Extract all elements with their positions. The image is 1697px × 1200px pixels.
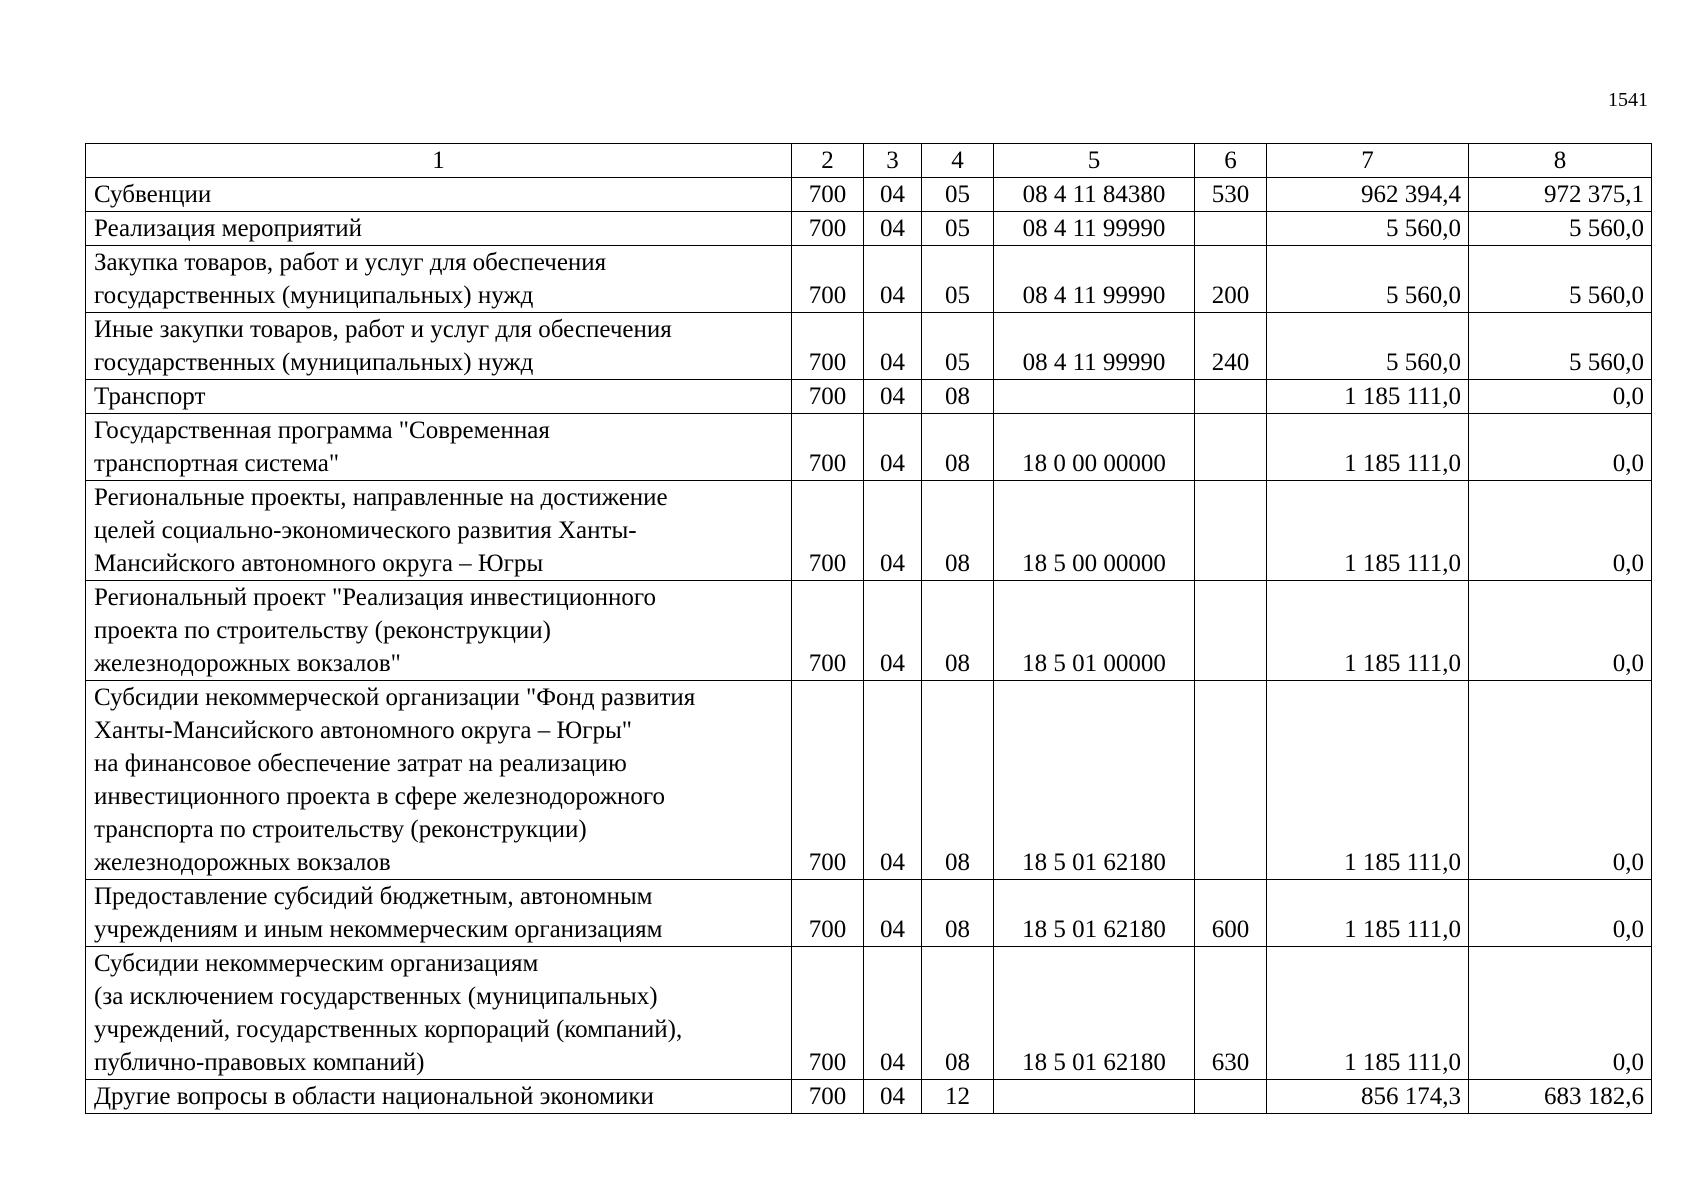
row-target-article-cell [994, 1080, 1195, 1114]
row-subsection-cell: 08 [922, 880, 994, 947]
row-target-article-cell: 18 5 01 00000 [994, 581, 1195, 681]
row-section-cell: 04 [864, 681, 922, 880]
table-row [86, 246, 1652, 313]
row-section-cell: 04 [864, 880, 922, 947]
row-amount-2-cell: 5 560,0 [1469, 246, 1652, 313]
row-section-cell: 04 [864, 178, 922, 212]
row-subsection-cell: 08 [922, 481, 994, 581]
row-code-cell: 700 [792, 246, 864, 313]
row-target-article-cell: 08 4 11 99990 [994, 313, 1195, 380]
row-amount-2-cell: 0,0 [1469, 581, 1652, 681]
header-cell: 3 [864, 144, 922, 178]
table-row [86, 414, 1652, 481]
row-amount-1-cell: 1 185 111,0 [1267, 681, 1469, 880]
row-name-cell: Другие вопросы в области национальной экономики [86, 1080, 792, 1114]
row-target-article-cell: 18 5 01 62180 [994, 880, 1195, 947]
row-code-cell: 700 [792, 581, 864, 681]
row-name-cell: Закупка товаров, работ и услуг для обеспечения государственных (муниципальных) нужд [86, 246, 792, 313]
row-subsection-cell: 05 [922, 212, 994, 246]
row-amount-1-cell: 1 185 111,0 [1267, 481, 1469, 581]
row-code-cell: 700 [792, 947, 864, 1080]
row-subsection-cell: 05 [922, 313, 994, 380]
row-section-cell: 04 [864, 414, 922, 481]
row-subsection-cell: 05 [922, 246, 994, 313]
row-amount-2-cell: 0,0 [1469, 481, 1652, 581]
table-body [86, 178, 1652, 1114]
header-row [86, 144, 1652, 178]
table-row [86, 681, 1652, 880]
table-row [86, 313, 1652, 380]
row-section-cell: 04 [864, 1080, 922, 1114]
row-amount-1-cell: 1 185 111,0 [1267, 380, 1469, 414]
row-target-article-cell: 18 5 01 62180 [994, 947, 1195, 1080]
row-expense-type-cell [1195, 681, 1267, 880]
row-amount-2-cell: 0,0 [1469, 947, 1652, 1080]
row-amount-1-cell: 5 560,0 [1267, 246, 1469, 313]
row-code-cell: 700 [792, 313, 864, 380]
row-subsection-cell: 12 [922, 1080, 994, 1114]
row-amount-1-cell: 5 560,0 [1267, 313, 1469, 380]
row-target-article-cell: 08 4 11 99990 [994, 246, 1195, 313]
row-name-cell: Субсидии некоммерческой организации "Фонд развития Ханты-Мансийского автономного округа – Югры" на финансовое обеспечение затрат на реализацию инвестиционного проекта в сфере железнодорожного транспорта по строительству (реконструкции) железнодорожных вокзалов [86, 681, 792, 880]
row-amount-1-cell: 962 394,4 [1267, 178, 1469, 212]
table-row [86, 481, 1652, 581]
header-cell: 7 [1267, 144, 1469, 178]
row-amount-1-cell: 1 185 111,0 [1267, 581, 1469, 681]
header-cell: 6 [1195, 144, 1267, 178]
row-expense-type-cell: 600 [1195, 880, 1267, 947]
row-expense-type-cell [1195, 414, 1267, 481]
row-amount-1-cell: 856 174,3 [1267, 1080, 1469, 1114]
row-code-cell: 700 [792, 681, 864, 880]
row-subsection-cell: 08 [922, 380, 994, 414]
row-name-cell: Субвенции [86, 178, 792, 212]
table-row [86, 1080, 1652, 1114]
row-code-cell: 700 [792, 880, 864, 947]
row-subsection-cell: 05 [922, 178, 994, 212]
row-expense-type-cell: 200 [1195, 246, 1267, 313]
row-amount-2-cell: 972 375,1 [1469, 178, 1652, 212]
row-code-cell: 700 [792, 178, 864, 212]
row-amount-2-cell: 5 560,0 [1469, 212, 1652, 246]
row-amount-2-cell: 0,0 [1469, 880, 1652, 947]
row-target-article-cell: 18 5 00 00000 [994, 481, 1195, 581]
row-target-article-cell: 08 4 11 84380 [994, 178, 1195, 212]
row-name-cell: Государственная программа "Современная транспортная система" [86, 414, 792, 481]
header-cell: 8 [1469, 144, 1652, 178]
row-target-article-cell [994, 380, 1195, 414]
table-row [86, 178, 1652, 212]
table-row [86, 581, 1652, 681]
row-code-cell: 700 [792, 212, 864, 246]
row-subsection-cell: 08 [922, 581, 994, 681]
row-subsection-cell: 08 [922, 681, 994, 880]
header-cell: 1 [86, 144, 792, 178]
row-name-cell: Субсидии некоммерческим организациям (за исключением государственных (муниципальных) учреждений, государственных корпораций (компаний), публично-правовых компаний) [86, 947, 792, 1080]
row-section-cell: 04 [864, 380, 922, 414]
table-row [86, 947, 1652, 1080]
header-cell: 2 [792, 144, 864, 178]
row-target-article-cell: 18 5 01 62180 [994, 681, 1195, 880]
row-section-cell: 04 [864, 313, 922, 380]
budget-table [85, 143, 1652, 1114]
table-row [86, 212, 1652, 246]
row-name-cell: Предоставление субсидий бюджетным, автономным учреждениям и иным некоммерческим организациям [86, 880, 792, 947]
row-name-cell: Региональный проект "Реализация инвестиционного проекта по строительству (реконструкции) железнодорожных вокзалов" [86, 581, 792, 681]
row-amount-1-cell: 1 185 111,0 [1267, 414, 1469, 481]
row-expense-type-cell: 530 [1195, 178, 1267, 212]
row-amount-2-cell: 0,0 [1469, 414, 1652, 481]
row-target-article-cell: 08 4 11 99990 [994, 212, 1195, 246]
row-amount-1-cell: 1 185 111,0 [1267, 947, 1469, 1080]
row-name-cell: Транспорт [86, 380, 792, 414]
row-amount-2-cell: 683 182,6 [1469, 1080, 1652, 1114]
table-row [86, 880, 1652, 947]
row-expense-type-cell [1195, 380, 1267, 414]
row-section-cell: 04 [864, 947, 922, 1080]
row-code-cell: 700 [792, 481, 864, 581]
header-cell: 4 [922, 144, 994, 178]
row-name-cell: Реализация мероприятий [86, 212, 792, 246]
row-amount-2-cell: 5 560,0 [1469, 313, 1652, 380]
row-code-cell: 700 [792, 1080, 864, 1114]
table-row [86, 380, 1652, 414]
row-expense-type-cell [1195, 481, 1267, 581]
row-expense-type-cell [1195, 212, 1267, 246]
row-amount-1-cell: 5 560,0 [1267, 212, 1469, 246]
row-name-cell: Иные закупки товаров, работ и услуг для обеспечения государственных (муниципальных) нужд [86, 313, 792, 380]
header-cell: 5 [994, 144, 1195, 178]
row-code-cell: 700 [792, 380, 864, 414]
row-section-cell: 04 [864, 246, 922, 313]
row-expense-type-cell [1195, 1080, 1267, 1114]
row-subsection-cell: 08 [922, 414, 994, 481]
row-target-article-cell: 18 0 00 00000 [994, 414, 1195, 481]
row-expense-type-cell: 240 [1195, 313, 1267, 380]
row-amount-2-cell: 0,0 [1469, 681, 1652, 880]
page-number: 1541 [1608, 89, 1648, 111]
row-code-cell: 700 [792, 414, 864, 481]
row-section-cell: 04 [864, 212, 922, 246]
row-expense-type-cell: 630 [1195, 947, 1267, 1080]
row-section-cell: 04 [864, 481, 922, 581]
row-subsection-cell: 08 [922, 947, 994, 1080]
row-name-cell: Региональные проекты, направленные на достижение целей социально-экономического развития Ханты- Мансийского автономного округа – Югры [86, 481, 792, 581]
row-amount-2-cell: 0,0 [1469, 380, 1652, 414]
row-section-cell: 04 [864, 581, 922, 681]
row-expense-type-cell [1195, 581, 1267, 681]
row-amount-1-cell: 1 185 111,0 [1267, 880, 1469, 947]
